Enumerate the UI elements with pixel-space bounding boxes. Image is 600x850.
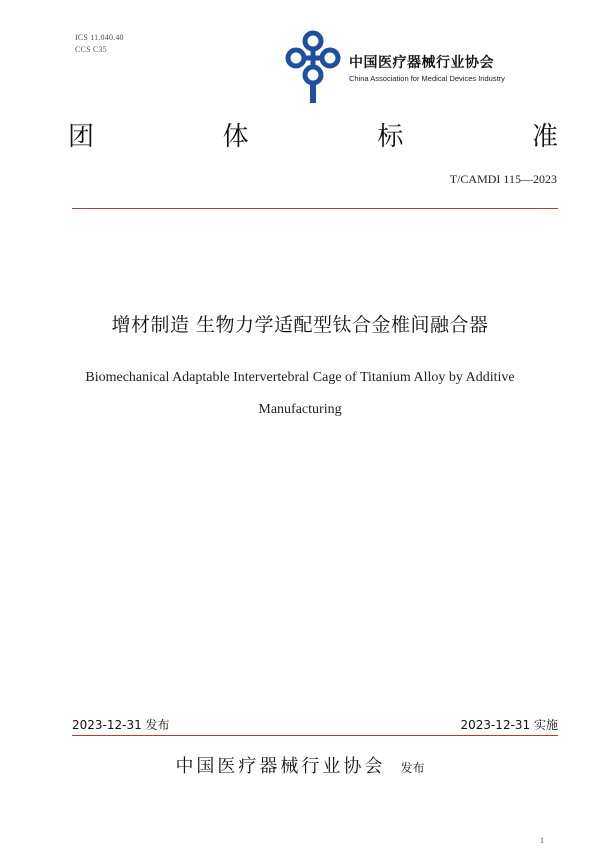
association-logo — [283, 28, 505, 106]
ccs-code: CCS C35 — [75, 45, 107, 54]
issue-date: 2023-12-31 发布 — [72, 718, 170, 732]
ics-code: ICS 11.040.40 — [75, 33, 124, 42]
standard-type-char: 准 — [531, 122, 558, 152]
top-divider — [72, 208, 558, 209]
association-name-en: China Association for Medical Devices Industry — [349, 73, 505, 83]
title-en-line: Biomechanical Adaptable Intervertebral Cage of Titanium Alloy by Additive — [85, 370, 515, 385]
standard-type-char: 体 — [222, 122, 249, 152]
standard-type-heading — [68, 116, 558, 153]
publisher-line — [0, 752, 600, 778]
standard-number: T/CAMDI 115—2023 — [449, 172, 557, 186]
title-en-line: Manufacturing — [258, 402, 342, 417]
implementation-date: 2023-12-31 实施 — [460, 718, 558, 732]
publisher-org: 中国医疗器械行业协会 — [175, 756, 386, 777]
standard-type-char: 团 — [68, 122, 95, 152]
association-name-cn: 中国医疗器械行业协会 — [349, 54, 494, 71]
publisher-action: 发布 — [400, 761, 425, 775]
page-number: 1 — [540, 836, 544, 845]
bottom-divider — [72, 735, 558, 736]
document-title-en — [60, 362, 540, 426]
document-title-cn: 增材制造 生物力学适配型钛合金椎间融合器 — [111, 314, 489, 336]
camdi-knot-logo-icon — [283, 28, 343, 106]
classification-codes — [75, 32, 124, 56]
standard-type-char: 标 — [377, 122, 404, 152]
